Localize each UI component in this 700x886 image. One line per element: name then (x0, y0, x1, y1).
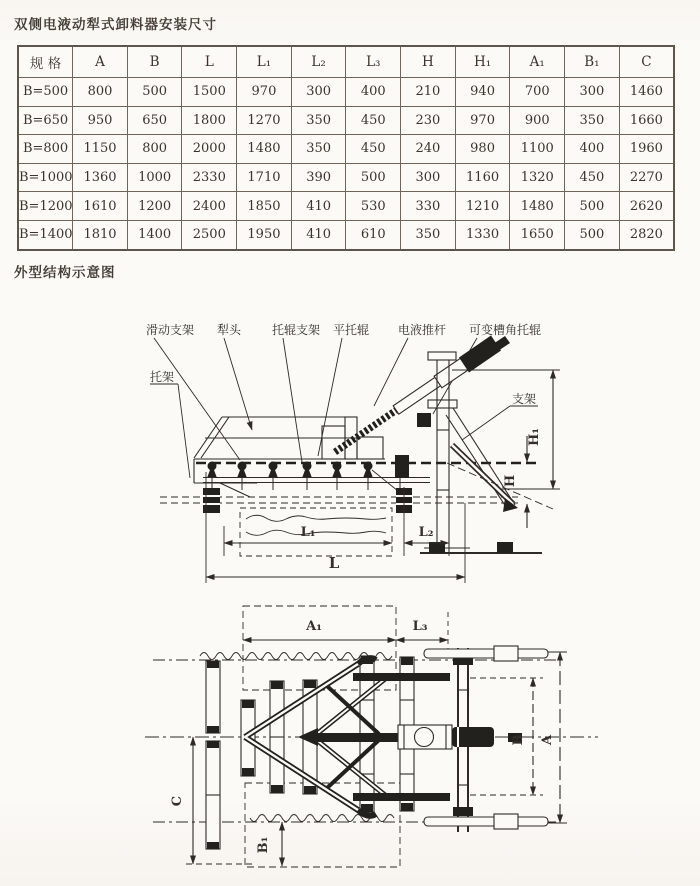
spec-col-header: L₁ (237, 46, 292, 78)
spec-value: 950 (73, 106, 128, 135)
spec-value: 350 (291, 135, 346, 164)
page-title: 双侧电液动犁式卸料器安装尺寸 (14, 17, 217, 33)
spec-name: B=1000 (18, 163, 73, 192)
spec-col-header: H₁ (455, 46, 510, 78)
dim-L3: L₃ (412, 619, 428, 634)
spec-col-header: B₁ (565, 46, 620, 78)
spec-table-header-row (18, 46, 674, 78)
label-roller-bracket: 托辊支架 (272, 323, 321, 337)
spec-value: 1320 (510, 163, 565, 192)
label-support: 支架 (512, 392, 537, 406)
dim-C: C (170, 795, 185, 807)
spec-value: 1850 (237, 192, 292, 221)
spec-name: B=1400 (18, 220, 73, 249)
spec-value: 1000 (127, 163, 182, 192)
spec-col-header: C (619, 46, 674, 78)
spec-value: 2270 (619, 163, 674, 192)
dim-A: A (540, 734, 555, 746)
spec-row (18, 220, 674, 249)
spec-value: 1400 (127, 220, 182, 249)
spec-value: 1360 (73, 163, 128, 192)
spec-col-header: L₂ (291, 46, 346, 78)
figure-side-view (0, 312, 700, 604)
spec-value: 240 (401, 135, 456, 164)
spec-value: 530 (346, 192, 401, 221)
spec-name: B=800 (18, 135, 73, 164)
spec-col-header: H (401, 46, 456, 78)
label-pushrod: 电液推杆 (398, 323, 447, 337)
label-variable-trough-roller: 可变槽角托辊 (469, 323, 542, 337)
spec-value: 230 (401, 106, 456, 135)
spec-value: 900 (510, 106, 565, 135)
spec-value: 400 (565, 135, 620, 164)
spec-value: 2620 (619, 192, 674, 221)
spec-value: 210 (401, 78, 456, 107)
spec-value: 610 (346, 220, 401, 249)
spec-name: B=500 (18, 78, 73, 107)
spec-value: 700 (510, 78, 565, 107)
spec-value: 330 (401, 192, 456, 221)
spec-table (17, 45, 675, 251)
spec-value: 1270 (237, 106, 292, 135)
dim-L1: L₁ (300, 525, 316, 540)
label-flat-roller: 平托辊 (333, 323, 370, 337)
spec-value: 1100 (510, 135, 565, 164)
spec-value: 1810 (73, 220, 128, 249)
spec-value: 1150 (73, 135, 128, 164)
spec-value: 2500 (182, 220, 237, 249)
spec-value: 1610 (73, 192, 128, 221)
spec-row (18, 192, 674, 221)
spec-value: 650 (127, 106, 182, 135)
spec-col-header: B (127, 46, 182, 78)
spec-value: 500 (565, 220, 620, 249)
spec-row (18, 78, 674, 107)
spec-value: 800 (127, 135, 182, 164)
spec-value: 450 (565, 163, 620, 192)
dim-B1: B₁ (256, 836, 271, 854)
spec-value: 1460 (619, 78, 674, 107)
plow-body (194, 417, 385, 497)
spec-value: 350 (291, 106, 346, 135)
label-carrier: 托架 (150, 370, 175, 384)
spec-value: 1160 (455, 163, 510, 192)
spec-value: 1950 (237, 220, 292, 249)
spec-value: 410 (291, 192, 346, 221)
spec-name: B=1200 (18, 192, 73, 221)
spec-value: 1500 (182, 78, 237, 107)
spec-value: 800 (73, 78, 128, 107)
spec-value: 2820 (619, 220, 674, 249)
spec-value: 940 (455, 78, 510, 107)
spec-value: 2400 (182, 192, 237, 221)
spec-value: 1710 (237, 163, 292, 192)
label-sliding-bracket: 滑动支架 (146, 323, 195, 337)
spec-value: 450 (346, 135, 401, 164)
spec-col-header: A (73, 46, 128, 78)
spec-value: 1210 (455, 192, 510, 221)
spec-table-body (18, 78, 674, 250)
support-frame (420, 360, 553, 553)
spec-value: 1480 (237, 135, 292, 164)
spec-value: 500 (346, 163, 401, 192)
spec-value: 500 (127, 78, 182, 107)
spec-value: 450 (346, 106, 401, 135)
spec-name: B=650 (18, 106, 73, 135)
spec-value: 1480 (510, 192, 565, 221)
spec-value: 980 (455, 135, 510, 164)
spec-value: 300 (565, 78, 620, 107)
dim-H: H (503, 474, 518, 488)
spec-value: 410 (291, 220, 346, 249)
spec-value: 970 (455, 106, 510, 135)
pushrod-assembly (335, 336, 510, 453)
spec-value: 1200 (127, 192, 182, 221)
spec-row (18, 163, 674, 192)
spec-value: 2330 (182, 163, 237, 192)
spec-col-header: 规 格 (18, 46, 73, 78)
dim-L: L (328, 554, 340, 572)
spec-value: 300 (401, 163, 456, 192)
spec-row (18, 135, 674, 164)
spec-row (18, 106, 674, 135)
spec-value: 1660 (619, 106, 674, 135)
spec-value: 500 (565, 192, 620, 221)
spec-value: 300 (291, 78, 346, 107)
spec-value: 1330 (455, 220, 510, 249)
plan-rollers (206, 656, 414, 849)
spec-value: 2000 (182, 135, 237, 164)
figure-section-title: 外型结构示意图 (14, 265, 116, 281)
spec-value: 1800 (182, 106, 237, 135)
spec-value: 970 (237, 78, 292, 107)
dim-A1: A₁ (306, 619, 322, 634)
spec-value: 350 (565, 106, 620, 135)
dim-B: B (511, 734, 526, 746)
label-plow-head: 犁头 (217, 323, 242, 337)
spec-col-header: A₁ (510, 46, 565, 78)
spec-value: 400 (346, 78, 401, 107)
spec-value: 1650 (510, 220, 565, 249)
spec-value: 390 (291, 163, 346, 192)
figure-plan-view (0, 598, 700, 886)
spec-col-header: L (182, 46, 237, 78)
dim-H1: H₁ (527, 428, 542, 446)
spec-col-header: L₃ (346, 46, 401, 78)
dim-L2: L₂ (418, 525, 434, 540)
spec-value: 350 (401, 220, 456, 249)
spec-value: 1960 (619, 135, 674, 164)
